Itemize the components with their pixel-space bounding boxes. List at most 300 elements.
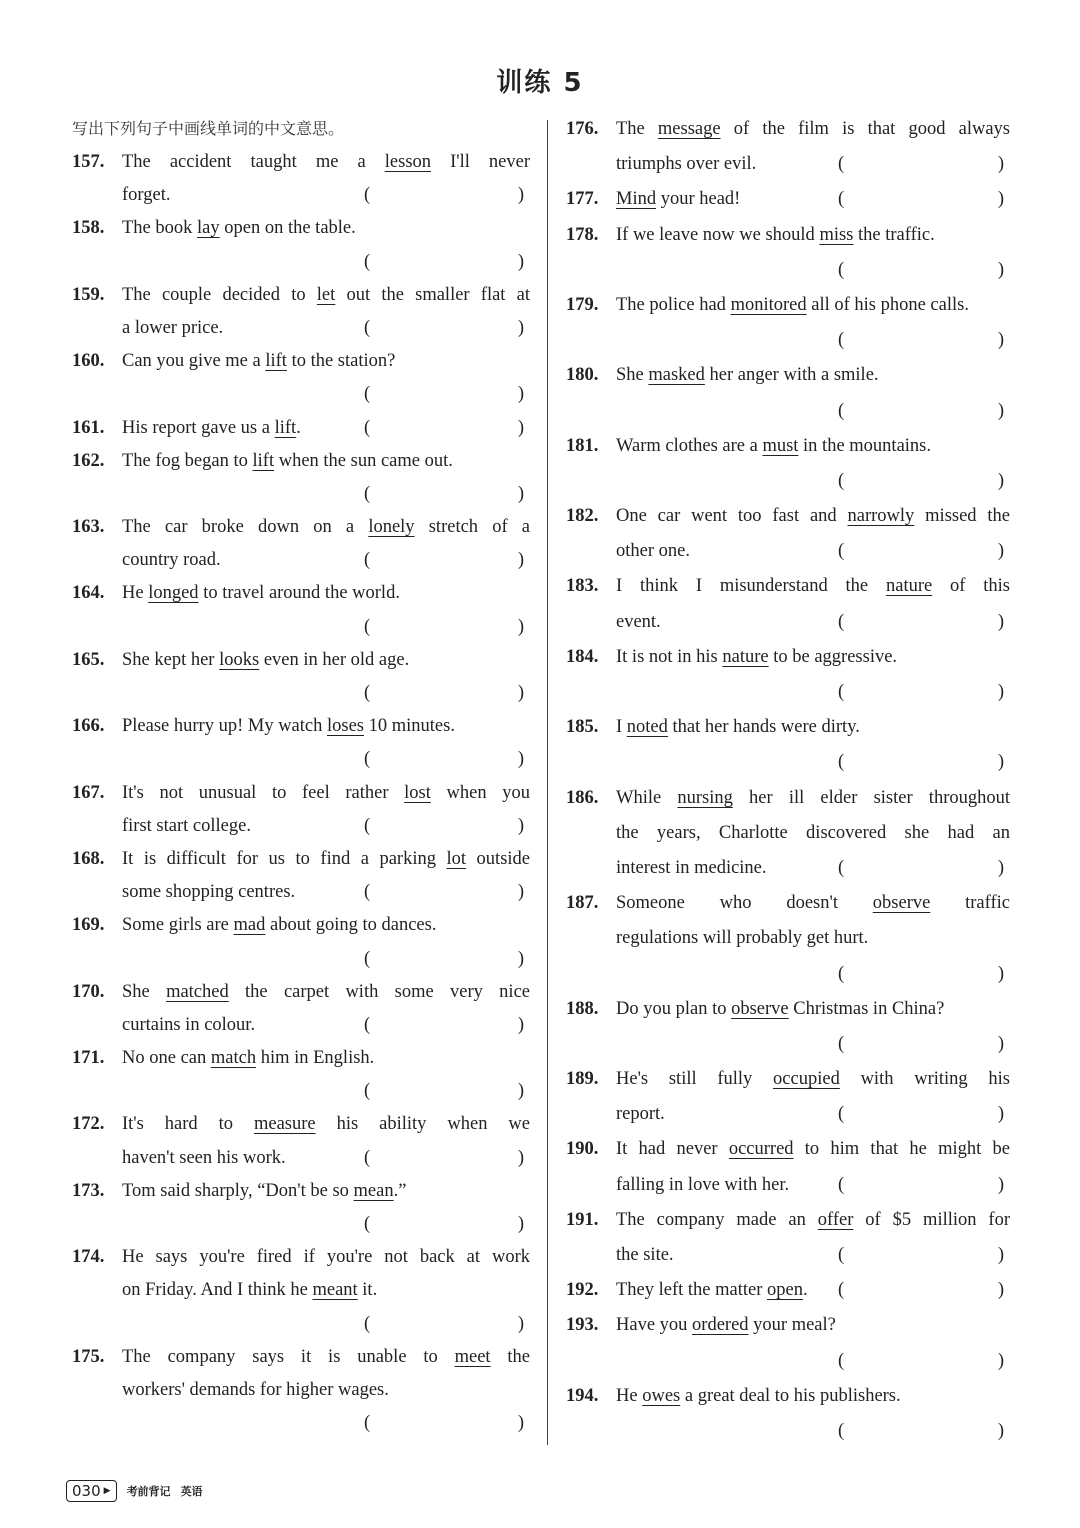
answer-blank-open[interactable]: (	[838, 963, 845, 984]
sentence-text	[122, 876, 530, 909]
sentence-fragment: of the film is that good always	[720, 119, 1010, 139]
sentence-text	[122, 1374, 530, 1407]
underlined-word: mean	[353, 1180, 394, 1201]
answer-blank-open[interactable]: (	[838, 189, 845, 210]
exercise-item	[566, 288, 1010, 358]
sentence-text	[616, 499, 1010, 534]
sentence-text	[122, 544, 530, 577]
answer-blank-close[interactable]: )	[517, 251, 524, 272]
sentence-text	[122, 146, 530, 179]
exercise-item	[72, 511, 530, 577]
item-number: 190.	[566, 1139, 599, 1160]
answer-blank-close[interactable]: )	[517, 384, 524, 405]
answer-blank-open[interactable]: (	[838, 541, 845, 562]
exercise-item	[566, 1203, 1010, 1273]
sentence-line	[566, 710, 1010, 745]
answer-row	[72, 378, 530, 411]
exercise-item	[72, 279, 530, 345]
exercise-item	[72, 445, 530, 511]
answer-row	[72, 611, 530, 644]
answer-blank-close[interactable]: )	[517, 882, 524, 903]
sentence-line	[72, 1175, 530, 1208]
underlined-word: Mind	[616, 189, 657, 210]
sentence-text	[616, 1273, 1010, 1308]
sentence-line	[72, 644, 530, 677]
answer-blank-open[interactable]: (	[364, 948, 371, 969]
sentence-text	[122, 1108, 530, 1141]
exercise-item	[566, 1273, 1010, 1308]
sentence-text	[616, 781, 1010, 816]
sentence-line	[566, 992, 1010, 1027]
item-number: 193.	[566, 1315, 599, 1336]
exercise-item	[566, 640, 1010, 710]
exercise-item	[566, 358, 1010, 428]
sentence-fragment: The company says it is unable to	[122, 1346, 455, 1367]
answer-blank-open[interactable]: (	[364, 1214, 371, 1234]
underlined-word: monitored	[730, 294, 807, 315]
sentence-fragment: when you	[430, 782, 530, 803]
answer-blank-close[interactable]: )	[517, 749, 524, 770]
answer-blank-open[interactable]: (	[364, 550, 371, 571]
answer-blank-close[interactable]: )	[517, 616, 524, 637]
sentence-fragment: to him that he might be	[793, 1139, 1010, 1160]
sentence-text	[616, 1203, 1010, 1238]
answer-blank-open[interactable]: (	[364, 1081, 371, 1102]
sentence-text	[122, 212, 530, 245]
sentence-continuation	[566, 1097, 1010, 1132]
sentence-fragment: The police had	[616, 294, 731, 315]
underlined-word: longed	[148, 583, 199, 604]
answer-blank-close[interactable]: )	[997, 611, 1004, 632]
answer-blank-open[interactable]: (	[364, 1413, 371, 1434]
item-number: 187.	[566, 893, 599, 914]
sentence-continuation	[566, 851, 1010, 886]
answer-blank-open[interactable]: (	[838, 752, 845, 773]
answer-blank-close[interactable]: )	[517, 185, 524, 206]
answer-blank-open[interactable]: (	[364, 185, 371, 206]
underlined-word: occupied	[773, 1069, 840, 1090]
answer-blank-close[interactable]: )	[997, 400, 1004, 421]
sentence-text	[616, 534, 1010, 569]
sentence-line	[72, 445, 530, 478]
sentence-fragment: I think I misunderstand the	[616, 576, 886, 597]
sentence-text	[122, 445, 530, 478]
answer-row	[72, 1075, 530, 1108]
sentence-fragment: curtains in colour.	[122, 1014, 256, 1035]
sentence-text	[616, 569, 1010, 604]
sentence-text	[616, 112, 1010, 147]
sentence-text	[122, 179, 530, 212]
answer-row	[566, 394, 1010, 429]
underlined-word: lot	[446, 848, 467, 869]
sentence-text	[122, 1241, 530, 1274]
sentence-fragment: open on the table.	[219, 218, 356, 239]
sentence-continuation	[566, 147, 1010, 182]
page-number-box	[66, 1480, 117, 1502]
answer-blank-open[interactable]: (	[364, 1313, 371, 1334]
answer-blank-open[interactable]: (	[838, 154, 845, 175]
answer-blank-open[interactable]: (	[364, 1014, 371, 1035]
right-exercise-list	[566, 112, 1010, 1449]
underlined-word: lesson	[384, 152, 432, 172]
answer-row	[72, 478, 530, 511]
answer-blank-close[interactable]: )	[997, 1420, 1004, 1441]
sentence-text	[616, 710, 1010, 745]
answer-blank-close[interactable]: )	[517, 317, 524, 338]
answer-blank-close[interactable]: )	[997, 963, 1004, 984]
answer-blank-close[interactable]: )	[517, 815, 524, 836]
underlined-word: nature	[885, 576, 933, 597]
sentence-line	[72, 843, 530, 876]
answer-blank-close[interactable]: )	[517, 948, 524, 969]
answer-blank-open[interactable]: (	[838, 857, 845, 878]
answer-row	[72, 1308, 530, 1341]
sentence-text	[122, 810, 530, 843]
sentence-line	[72, 577, 530, 610]
answer-blank-close[interactable]: )	[517, 1147, 524, 1168]
answer-blank-open[interactable]: (	[364, 1147, 371, 1168]
sentence-fragment: the years, Charlotte discovered she had an	[616, 822, 1010, 843]
underlined-word: nursing	[677, 787, 733, 808]
underlined-word: noted	[626, 717, 668, 738]
sentence-fragment: the carpet with some very nice	[228, 981, 530, 1002]
sentence-fragment: One car went too fast and	[616, 506, 848, 527]
answer-blank-close[interactable]: )	[997, 1280, 1004, 1301]
sentence-line	[566, 288, 1010, 323]
answer-row	[72, 743, 530, 776]
answer-row	[566, 745, 1010, 780]
item-number: 189.	[566, 1069, 599, 1090]
sentence-line	[72, 345, 530, 378]
sentence-fragment: country road.	[122, 550, 221, 571]
exercise-item	[566, 1379, 1010, 1449]
answer-blank-close[interactable]: )	[517, 417, 524, 438]
subject-name: 英语	[180, 1485, 203, 1498]
sentence-continuation	[72, 1374, 530, 1407]
sentence-line	[72, 511, 530, 544]
instruction-text: 写出下列句子中画线单词的中文意思。	[72, 119, 345, 138]
sentence-text	[616, 1132, 1010, 1167]
answer-blank-open[interactable]: (	[364, 683, 371, 703]
sentence-fragment: your head!	[656, 189, 741, 210]
item-number: 177.	[566, 189, 599, 210]
item-number: 158.	[72, 218, 105, 239]
sentence-fragment: 10 minutes.	[364, 716, 455, 737]
sentence-text	[616, 1062, 1010, 1097]
sentence-line	[566, 1203, 1010, 1238]
sentence-fragment: with writing his	[839, 1069, 1010, 1090]
underlined-word: open	[767, 1280, 803, 1301]
sentence-line	[72, 279, 530, 312]
underlined-word: owes	[642, 1385, 681, 1406]
answer-blank-close[interactable]: )	[997, 330, 1004, 351]
sentence-fragment: .	[803, 1280, 808, 1301]
underlined-word: let	[316, 284, 336, 305]
answer-blank-open[interactable]: (	[838, 1280, 845, 1301]
exercise-item	[566, 218, 1010, 288]
item-number: 159.	[72, 284, 105, 305]
sentence-fragment: Warm clothes are a	[616, 435, 763, 456]
underlined-word: offer	[817, 1209, 854, 1230]
sentence-fragment: it.	[357, 1280, 378, 1301]
sentence-text	[122, 909, 530, 942]
answer-blank-open[interactable]: (	[364, 882, 371, 903]
answer-blank-close[interactable]: )	[517, 1081, 524, 1102]
answer-blank-close[interactable]: )	[997, 682, 1004, 702]
sentence-continuation	[566, 534, 1010, 569]
answer-blank-close[interactable]: )	[517, 550, 524, 571]
item-number: 183.	[566, 576, 599, 597]
exercise-item	[72, 412, 530, 445]
sentence-text	[616, 605, 1010, 640]
sentence-fragment: Do you plan to	[616, 998, 732, 1019]
sentence-fragment: The book	[122, 218, 198, 239]
sentence-line	[72, 412, 530, 445]
exercise-item	[566, 1308, 1010, 1378]
underlined-word: lift	[252, 450, 275, 471]
answer-row	[72, 943, 530, 976]
answer-blank-open[interactable]: (	[838, 611, 845, 632]
answer-blank-close[interactable]: )	[997, 752, 1004, 773]
sentence-text	[616, 816, 1010, 851]
sentence-text	[122, 1042, 530, 1075]
item-number: 168.	[72, 848, 105, 869]
sentence-fragment: Someone who doesn't	[616, 893, 873, 914]
sentence-text	[122, 1175, 530, 1208]
answer-blank-open[interactable]: (	[838, 1033, 845, 1054]
right-column	[566, 112, 1010, 1449]
exercise-item	[72, 212, 530, 278]
answer-blank-open[interactable]: (	[838, 1350, 845, 1371]
sentence-fragment: He says you're fired if you're not back at work	[122, 1247, 530, 1268]
answer-blank-open[interactable]: (	[838, 1420, 845, 1441]
sentence-fragment: some shopping centres.	[122, 882, 296, 903]
answer-blank-close[interactable]: )	[517, 1014, 524, 1035]
exercise-item	[72, 345, 530, 411]
sentence-fragment: his ability when we	[315, 1114, 530, 1135]
sentence-continuation	[566, 816, 1010, 851]
answer-blank-open[interactable]: (	[364, 749, 371, 770]
underlined-word: miss	[819, 224, 854, 245]
sentence-fragment: They left the matter	[616, 1280, 768, 1301]
item-number: 161.	[72, 417, 105, 438]
answer-blank-open[interactable]: (	[838, 330, 845, 351]
sentence-continuation	[566, 1238, 1010, 1273]
answer-blank-close[interactable]: )	[517, 683, 524, 703]
underlined-word: meet	[454, 1346, 491, 1367]
sentence-text	[122, 1341, 530, 1374]
answer-blank-open[interactable]: (	[838, 400, 845, 421]
sentence-fragment: The	[616, 119, 658, 139]
sentence-fragment: Some girls are	[122, 915, 234, 936]
sentence-fragment: a great deal to his publishers.	[680, 1385, 901, 1406]
answer-blank-open[interactable]: (	[364, 384, 371, 405]
sentence-fragment: forget.	[122, 185, 171, 206]
exercise-item	[72, 1241, 530, 1341]
sentence-fragment: of $5 million for	[853, 1209, 1010, 1230]
sentence-fragment: Can you give me a	[122, 351, 266, 372]
answer-blank-close[interactable]: )	[997, 541, 1004, 562]
sentence-fragment: Tom said sharply, “Don't be so	[122, 1180, 354, 1201]
sentence-line	[566, 218, 1010, 253]
answer-blank-open[interactable]: (	[838, 470, 845, 491]
sentence-text	[616, 288, 1010, 323]
answer-row	[566, 1027, 1010, 1062]
answer-blank-close[interactable]: )	[517, 1214, 524, 1234]
sentence-fragment: No one can	[122, 1048, 211, 1069]
answer-blank-close[interactable]: )	[997, 1033, 1004, 1054]
sentence-fragment: falling in love with her.	[616, 1174, 790, 1195]
item-number: 181.	[566, 435, 599, 456]
answer-row	[566, 1344, 1010, 1379]
answer-blank-open[interactable]: (	[364, 616, 371, 637]
item-number: 163.	[72, 517, 105, 538]
exercise-item	[566, 182, 1010, 217]
answer-row	[566, 253, 1010, 288]
sentence-text	[122, 644, 530, 677]
sentence-text	[122, 577, 530, 610]
sentence-line	[566, 182, 1010, 217]
sentence-line	[566, 1062, 1010, 1097]
exercise-item	[566, 781, 1010, 887]
answer-blank-close[interactable]: )	[997, 1174, 1004, 1195]
underlined-word: lift	[265, 351, 287, 372]
sentence-fragment: on Friday. And I think he	[122, 1280, 313, 1301]
sentence-fragment: The couple decided to	[122, 284, 317, 305]
sentence-fragment: The company made an	[616, 1209, 818, 1230]
answer-row	[566, 675, 1010, 710]
answer-blank-open[interactable]: (	[838, 259, 845, 280]
sentence-line	[72, 777, 530, 810]
answer-blank-open[interactable]: (	[364, 815, 371, 836]
sentence-line	[72, 1108, 530, 1141]
item-number: 174.	[72, 1247, 105, 1268]
sentence-fragment: all of his phone calls.	[806, 294, 969, 315]
sentence-fragment: Have you	[616, 1315, 693, 1336]
answer-blank-close[interactable]: )	[997, 189, 1004, 210]
sentence-fragment: him in English.	[256, 1048, 375, 1069]
sentence-fragment: It's hard to	[122, 1114, 254, 1135]
sentence-continuation	[72, 1142, 530, 1175]
exercise-item	[566, 1132, 1010, 1202]
exercise-item	[72, 1108, 530, 1174]
sentence-fragment: to be aggressive.	[768, 646, 898, 667]
sentence-line	[566, 569, 1010, 604]
answer-blank-close[interactable]: )	[997, 857, 1004, 878]
sentence-continuation	[72, 1274, 530, 1307]
sentence-continuation	[566, 921, 1010, 956]
page-title: 训练 5	[496, 68, 584, 98]
underlined-word: masked	[648, 365, 705, 386]
item-number: 184.	[566, 646, 599, 667]
answer-blank-open[interactable]: (	[838, 1245, 845, 1265]
item-number: 179.	[566, 294, 599, 315]
sentence-line	[566, 112, 1010, 147]
sentence-fragment: He	[616, 1385, 643, 1406]
answer-row	[72, 677, 530, 710]
answer-blank-open[interactable]: (	[364, 417, 371, 438]
sentence-fragment: It is not in his	[616, 646, 723, 667]
exercise-item	[566, 429, 1010, 499]
exercise-item	[72, 146, 530, 212]
sentence-fragment: interest in medicine.	[616, 857, 767, 878]
exercise-item	[566, 886, 1010, 992]
sentence-fragment: missed the	[914, 506, 1010, 527]
answer-blank-open[interactable]: (	[838, 682, 845, 702]
answer-blank-close[interactable]: )	[997, 154, 1004, 175]
sentence-text	[122, 345, 530, 378]
exercise-item	[566, 499, 1010, 569]
sentence-fragment: the traffic.	[853, 224, 935, 245]
exercise-item	[72, 710, 530, 776]
underlined-word: measure	[253, 1114, 316, 1135]
item-number: 194.	[566, 1385, 599, 1406]
exercise-item	[72, 577, 530, 643]
sentence-line	[72, 1241, 530, 1274]
sentence-fragment: to travel around the world.	[198, 583, 400, 604]
item-number: 166.	[72, 716, 105, 737]
sentence-fragment: She	[616, 365, 649, 386]
answer-blank-close[interactable]: )	[997, 1245, 1004, 1265]
answer-row	[72, 1208, 530, 1241]
answer-blank-close[interactable]: )	[997, 1350, 1004, 1371]
answer-blank-open[interactable]: (	[364, 317, 371, 338]
answer-blank-open[interactable]: (	[364, 483, 371, 504]
sentence-fragment: His report gave us a	[122, 417, 275, 438]
sentence-fragment: I	[616, 717, 627, 738]
answer-blank-open[interactable]: (	[838, 1174, 845, 1195]
sentence-fragment: your meal?	[748, 1315, 836, 1336]
answer-blank-open[interactable]: (	[364, 251, 371, 272]
underlined-word: match	[210, 1048, 257, 1069]
sentence-fragment: .	[296, 417, 301, 438]
sentence-fragment: report.	[616, 1104, 665, 1125]
answer-blank-close[interactable]: )	[517, 483, 524, 504]
answer-blank-close[interactable]: )	[997, 1104, 1004, 1125]
item-number: 162.	[72, 450, 105, 471]
sentence-fragment: out the smaller flat at	[335, 284, 530, 305]
answer-blank-close[interactable]: )	[997, 259, 1004, 280]
sentence-continuation	[72, 179, 530, 212]
sentence-text	[616, 851, 1010, 886]
sentence-text	[122, 1142, 530, 1175]
answer-blank-close[interactable]: )	[517, 1313, 524, 1334]
answer-blank-close[interactable]: )	[517, 1413, 524, 1434]
answer-blank-open[interactable]: (	[838, 1104, 845, 1125]
exercise-item	[72, 1175, 530, 1241]
sentence-line	[72, 976, 530, 1009]
sentence-fragment: The fog began to	[122, 450, 253, 471]
exercise-item	[566, 112, 1010, 182]
answer-blank-close[interactable]: )	[997, 470, 1004, 491]
sentence-line	[72, 1042, 530, 1075]
exercise-item	[72, 843, 530, 909]
sentence-text	[122, 777, 530, 810]
sentence-text	[122, 1009, 530, 1042]
item-number: 188.	[566, 998, 599, 1019]
sentence-text	[616, 1379, 1010, 1414]
sentence-fragment: It's not unusual to feel rather	[122, 782, 405, 803]
item-number: 164.	[72, 583, 105, 604]
exercise-item	[72, 1341, 530, 1441]
sentence-line	[72, 1341, 530, 1374]
sentence-fragment: It had never	[616, 1139, 729, 1160]
left-exercise-list	[72, 146, 530, 1440]
sentence-continuation	[72, 544, 530, 577]
exercise-item	[566, 992, 1010, 1062]
exercise-item	[72, 909, 530, 975]
sentence-continuation	[72, 312, 530, 345]
